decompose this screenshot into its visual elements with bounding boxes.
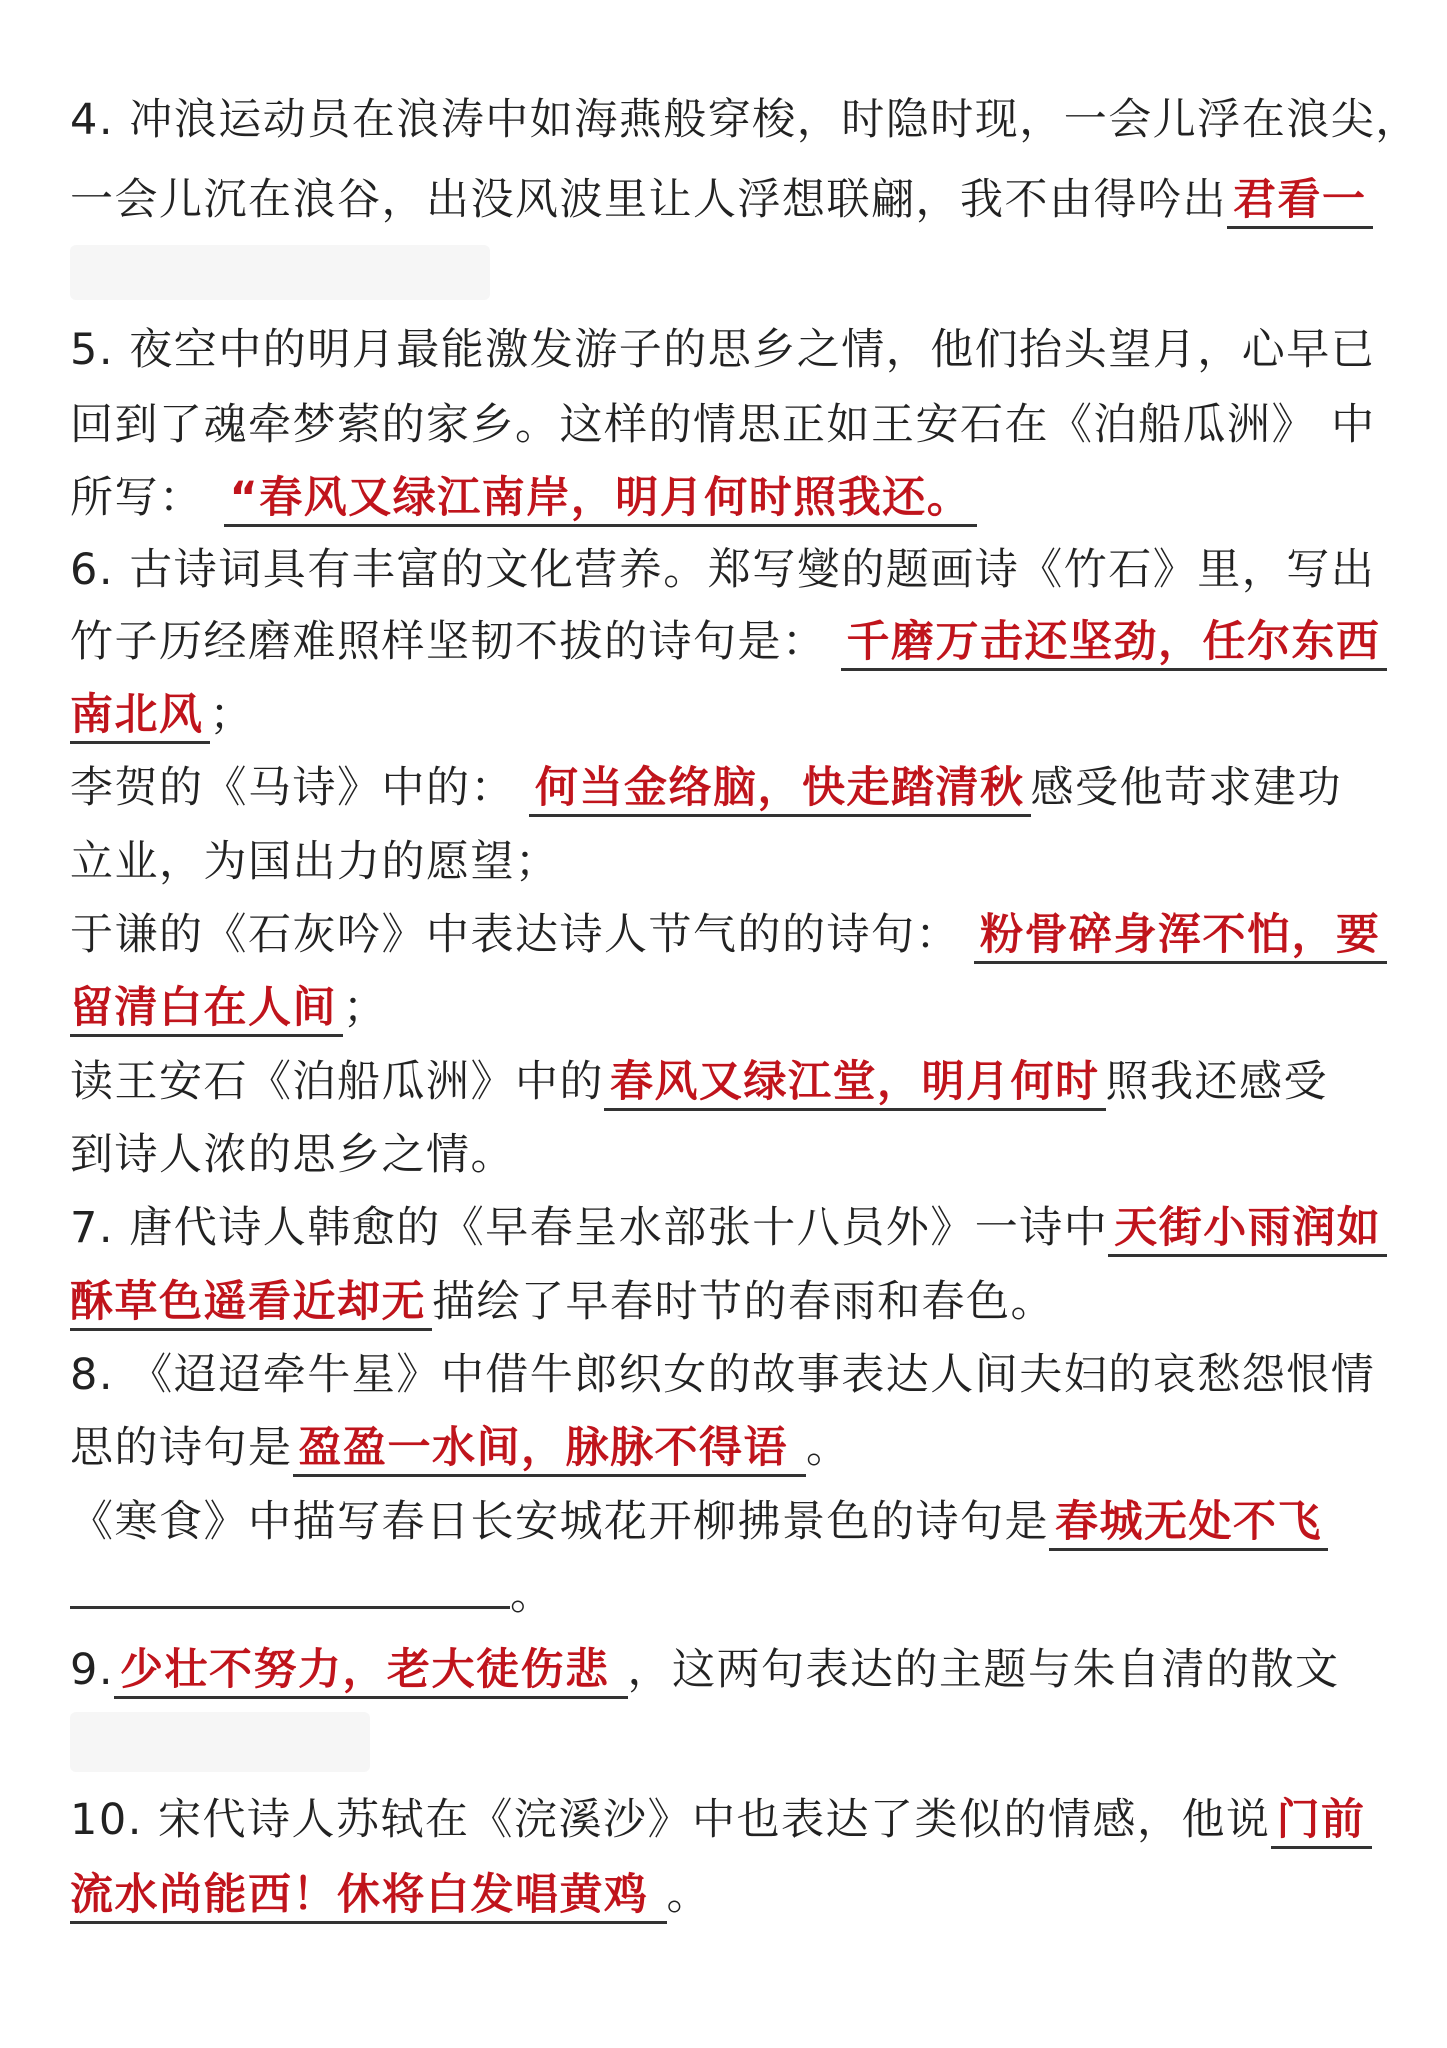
q6-text-4: 李贺的《马诗》中的： — [70, 763, 515, 813]
q5-answer: “春风又绿江南岸，明月何时照我还。 — [224, 472, 978, 527]
q8-line-1 — [70, 1345, 1390, 1405]
q7-text-2b: 描绘了早春时节的春雨和春色。 — [432, 1277, 1055, 1327]
q9-line-1 — [70, 1640, 1390, 1700]
q10-line-1 — [70, 1790, 1390, 1850]
q6-line-9 — [70, 1125, 1390, 1185]
q7-answer-b: 酥草色遥看近却无 — [70, 1276, 432, 1331]
q8-text-3: 《寒食》中描写春日长安城花开柳拂景色的诗句是 — [70, 1497, 1049, 1547]
q6-answer-1b: 南北风 — [70, 689, 210, 744]
q9-answer: 少壮不努力，老大徒伤悲 — [114, 1644, 628, 1699]
q10-answer-b: 流水尚能西！休将白发唱黄鸡 — [70, 1869, 667, 1924]
q7-line-2 — [70, 1272, 1390, 1332]
q6-text-8b: 照我还感受 — [1105, 1057, 1328, 1107]
erased-area — [70, 245, 490, 300]
q5-line-1 — [70, 320, 1390, 380]
q8-punct-2: 。 — [510, 1570, 555, 1620]
q6-answer-3a: 粉骨碎身浑不怕，要 — [974, 909, 1387, 964]
q9-text-1b: ，这两句表达的主题与朱自清的散文 — [627, 1645, 1340, 1695]
q6-answer-1a: 千磨万击还坚劲，任尔东西 — [841, 616, 1387, 671]
answer-blank-line — [70, 1566, 510, 1609]
q6-text-4b: 感受他苛求建功 — [1030, 763, 1342, 813]
q4-line-2 — [70, 170, 1390, 230]
q5-line-2 — [70, 395, 1390, 455]
q6-text-1: 6. 古诗词具有丰富的文化营养。郑写燮的题画诗《竹石》里，写出 — [70, 545, 1376, 595]
q10-punct-1: 。 — [666, 1870, 711, 1920]
q10-line-2 — [70, 1865, 1390, 1925]
q6-text-6: 于谦的《石灰吟》中表达诗人节气的的诗句： — [70, 910, 960, 960]
q4-text-2: 一会儿沉在浪谷，出没风波里让人浮想联翩，我不由得吟出 — [70, 175, 1227, 225]
q6-line-7 — [70, 978, 1390, 1038]
q6-line-1 — [70, 540, 1390, 600]
q5-line-3 — [70, 468, 1390, 528]
q5-text-1: 5. 夜空中的明月最能激发游子的思乡之情，他们抬头望月，心早已 — [70, 325, 1376, 375]
q4-line-1 — [70, 90, 1420, 150]
q8-answer-1: 盈盈一水间，脉脉不得语 — [293, 1422, 807, 1477]
q8-text-1: 8. 《迢迢牵牛星》中借牛郎织女的故事表达人间夫妇的哀愁怨恨情 — [70, 1350, 1376, 1400]
q5-text-3: 所写： — [70, 473, 204, 523]
q8-text-2: 思的诗句是 — [70, 1423, 293, 1473]
q7-line-1 — [70, 1198, 1390, 1258]
q6-line-3 — [70, 685, 1390, 745]
q6-line-2 — [70, 612, 1390, 672]
q6-line-6 — [70, 905, 1390, 965]
q8-line-3 — [70, 1492, 1390, 1552]
q5-text-2: 回到了魂牵梦萦的家乡。这样的情思正如王安石在《泊船瓜洲》 中 — [70, 400, 1376, 450]
q8-answer-2: 春城无处不飞 — [1049, 1496, 1328, 1551]
q8-line-2 — [70, 1418, 1390, 1478]
q6-answer-3b: 留清白在人间 — [70, 982, 343, 1037]
q4-answer: 君看一 — [1227, 174, 1373, 229]
q6-text-8: 读王安石《泊船瓜洲》中的 — [70, 1057, 604, 1107]
q9-text-1: 9. — [70, 1645, 115, 1695]
q6-text-2: 竹子历经磨难照样坚韧不拔的诗句是： — [70, 617, 827, 667]
q6-text-5: 立业，为国出力的愿望； — [70, 837, 560, 887]
q6-answer-4: 春风又绿江堂，明月何时 — [604, 1056, 1106, 1111]
q7-answer-a: 天街小雨润如 — [1108, 1202, 1387, 1257]
q6-punct-1: ； — [209, 690, 254, 740]
q10-answer-a: 门前 — [1271, 1794, 1372, 1849]
q6-punct-3: ； — [343, 983, 388, 1033]
q6-line-8 — [70, 1052, 1390, 1112]
q8-punct-1: 。 — [806, 1423, 851, 1473]
q4-text-1: 4. 冲浪运动员在浪涛中如海燕般穿梭，时隐时现，一会儿浮在浪尖， — [70, 95, 1420, 145]
q7-text-1: 7. 唐代诗人韩愈的《早春呈水部张十八员外》一诗中 — [70, 1203, 1109, 1253]
q8-line-4 — [70, 1565, 1390, 1625]
q6-answer-2: 何当金络脑，快走踏清秋 — [529, 762, 1031, 817]
q10-text-1: 10. 宋代诗人苏轼在《浣溪沙》中也表达了类似的情感，他说 — [70, 1795, 1271, 1845]
q6-line-5 — [70, 832, 1390, 892]
q6-text-9: 到诗人浓的思乡之情。 — [70, 1130, 515, 1180]
erased-area — [70, 1712, 370, 1772]
q6-line-4 — [70, 758, 1390, 818]
